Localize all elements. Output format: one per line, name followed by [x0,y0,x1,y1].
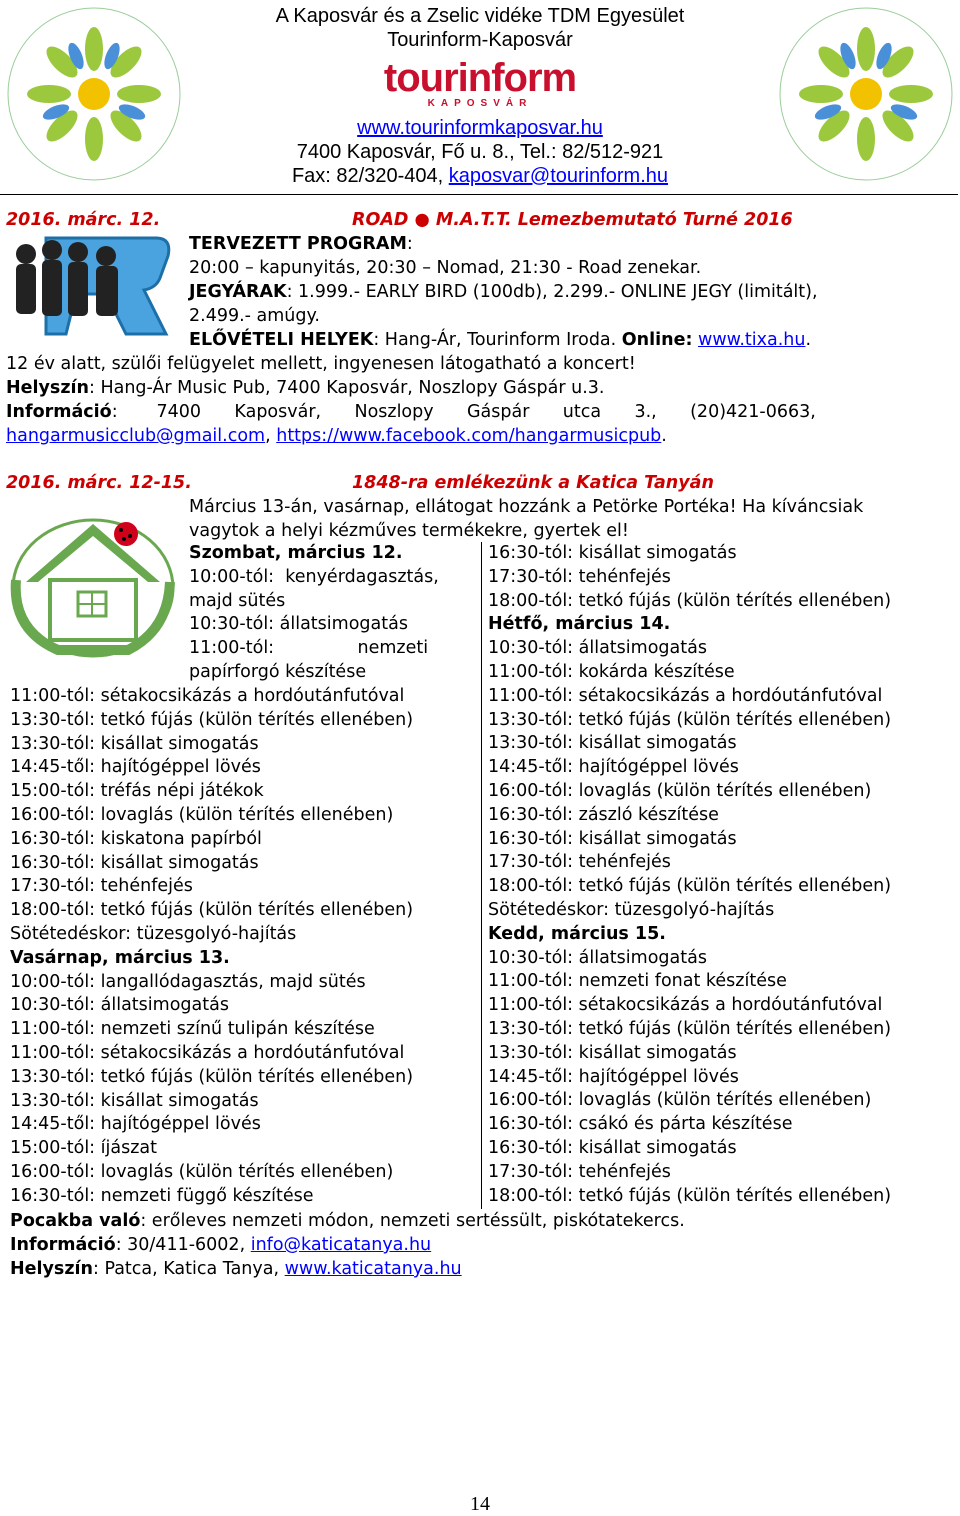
website-link[interactable]: www.tourinformkaposvar.hu [357,117,603,139]
schedule-entry: 16:30-tól: kiskatona papírból [10,828,262,849]
schedule-entry: Kedd, március 15. [488,923,666,944]
schedule-entry: 14:45-től: hajítógéppel lövés [488,757,739,778]
schedule-entry: 13:30-tól: tetkó fújás (külön térítés ellenében) [10,709,414,730]
event1-tickets: JEGYÁRAK: 1.999.- EARLY BIRD (100db), 2.299.- ONLINE JEGY (limitált), [189,282,818,302]
event2-venue: Helyszín: Patca, Katica Tanya, www.katicatanya.hu [10,1259,462,1279]
hangar-facebook-link[interactable]: https://www.facebook.com/hangarmusicpub [276,426,662,446]
event1-date: 2016. márc. 12. [6,210,161,230]
schedule-entry: 13:30-tól: tetkó fújás (külön térítés ellenében) [10,1066,414,1087]
org-subname: Tourinform-Kaposvár [387,29,573,51]
event2-date: 2016. márc. 12-15. [6,473,192,493]
event2-info: Információ: 30/411-6002, info@katicatanya.hu [10,1235,432,1255]
schedule-entry: 15:00-tól: tréfás népi játékok [10,781,264,802]
schedule-entry: 14:45-től: hajítógéppel lövés [10,1114,261,1135]
schedule-entry: 11:00-tól: sétakocsikázás a hordóutánfutóval [488,685,883,706]
schedule-entry: 14:45-től: hajítógéppel lövés [10,757,261,778]
office-email-link[interactable]: kaposvar@tourinform.hu [448,165,669,187]
schedule-entry: 18:00-tól: tetkó fújás (külön térítés ellenében) [10,900,414,921]
office-fax: Fax: 82/320-404, kaposvar@tourinform.hu [291,165,669,187]
left-top-5: papírforgó készítése [189,661,367,682]
schedule-entry: Sötétedéskor: tüzesgolyó-hajítás [10,923,297,944]
schedule-entry: 13:30-tól: tetkó fújás (külön térítés ellenében) [488,709,892,730]
schedule-entry: 16:30-tól: kisállat simogatás [10,852,259,873]
page-header [0,0,960,196]
association-logo-right [776,4,956,184]
schedule-entry: Sötétedéskor: tüzesgolyó-hajítás [488,899,775,920]
event2-schedule-right [488,542,891,1208]
event1-info: Információ: 7400 Kaposvár, Noszlopy Gáspár utca 3., (20)421-0663, [6,402,816,422]
left-top-1: 10:00-tól: kenyérdagasztás, [189,566,439,587]
schedule-entry: 10:30-tól: állatsimogatás [10,995,229,1016]
event2-schedule-left [10,685,413,1209]
schedule-entry: 17:30-tól: tehénfejés [10,876,193,897]
schedule-entry: 16:30-tól: kisállat simogatás [488,543,737,563]
schedule-entry: 11:00-tól: sétakocsikázás a hordóutánfutóval [488,995,883,1016]
event1-venue: Helyszín: Hang-Ár Music Pub, 7400 Kaposvár, Noszlopy Gáspár u.3. [6,378,605,398]
hangar-email-link[interactable]: hangarmusicclub@gmail.com [6,426,266,446]
schedule-entry: 16:30-tól: zászló készítése [488,804,719,825]
event1-contact-links: hangarmusicclub@gmail.com, https://www.facebook.com/hangarmusicpub. [6,426,667,446]
katica-website-link[interactable]: www.katicatanya.hu [284,1259,462,1279]
event1-presale: ELŐVÉTELI HELYEK: Hang-Ár, Tourinform Iroda. Online: www.tixa.hu. [189,330,812,350]
schedule-entry: 13:30-tól: kisállat simogatás [488,733,737,754]
event1-program-line: 20:00 – kapunyitás, 20:30 – Nomad, 21:30 - Road zenekar. [189,258,702,278]
page-number: 14 [470,1493,490,1515]
left-top-4: 11:00-tól: nemzeti [189,638,429,659]
event2-title: 1848-ra emlékezünk a Katica Tanyán [352,473,714,493]
schedule-entry: 13:30-tól: kisállat simogatás [10,733,259,754]
event1-age-note: 12 év alatt, szülői felügyelet mellett, ingyenesen látogatható a koncert! [6,354,636,374]
schedule-entry: 18:00-tól: tetkó fújás (külön térítés ellenében) [488,1185,892,1206]
schedule-entry: 11:00-tól: nemzeti fonat készítése [488,971,787,992]
schedule-entry: 11:00-tól: sétakocsikázás a hordóutánfutóval [10,1042,405,1063]
schedule-entry: 11:00-tól: sétakocsikázás a hordóutánfutóval [10,686,405,706]
road-band-photo [6,232,172,340]
schedule-entry: 16:30-tól: kisállat simogatás [488,1137,737,1158]
schedule-entry: 16:00-tól: lovaglás (külön térítés ellenében) [10,1161,394,1182]
association-logo-left [4,4,184,184]
schedule-entry: 13:30-tól: kisállat simogatás [10,1090,259,1111]
schedule-entry: 18:00-tól: tetkó fújás (külön térítés ellenében) [488,590,892,611]
schedule-entry: 11:00-tól: kokárda készítése [488,661,735,682]
schedule-entry: 17:30-tól: tehénfejés [488,852,671,873]
schedule-entry: 18:00-tól: tetkó fújás (külön térítés ellenében) [488,876,892,897]
katica-email-link[interactable]: info@katicatanya.hu [250,1235,432,1255]
schedule-entry: Hétfő, március 14. [488,614,671,635]
katica-tanya-logo [8,510,178,660]
schedule-entry: 16:00-tól: lovaglás (külön térítés ellenében) [488,1090,872,1111]
tourinform-logo: tourinform KAPOSVÁR [383,56,577,109]
event1-title: ROAD ● M.A.T.T. Lemezbemutató Turné 2016 [352,210,793,230]
office-address: 7400 Kaposvár, Fő u. 8., Tel.: 82/512-921 [296,141,664,163]
event1-tickets-cont: 2.499.- amúgy. [189,306,320,326]
header-divider [0,194,958,195]
event2-intro-cont: vagytok a helyi kézműves termékekre, gyertek el! [189,521,629,541]
tixa-link[interactable]: www.tixa.hu [698,330,806,350]
left-top-0: Szombat, március 12. [189,543,403,563]
event1-program-heading: TERVEZETT PROGRAM: [189,234,413,254]
schedule-entry: 16:00-tól: lovaglás (külön térítés ellenében) [488,780,872,801]
schedule-entry: 13:30-tól: kisállat simogatás [488,1042,737,1063]
schedule-entry: 17:30-tól: tehénfejés [488,1161,671,1182]
org-name: A Kaposvár és a Zselic vidéke TDM Egyesület [275,5,685,27]
schedule-entry: 10:30-tól: állatsimogatás [488,638,707,659]
schedule-entry: 15:00-tól: íjászat [10,1138,157,1159]
schedule-entry: 16:30-tól: kisállat simogatás [488,828,737,849]
event2-food: Pocakba való: erőleves nemzeti módon, nemzeti sertéssült, piskótatekercs. [10,1211,685,1231]
schedule-entry: 16:00-tól: lovaglás (külön térítés ellenében) [10,804,394,825]
schedule-entry: 16:30-tól: csákó és párta készítése [488,1114,793,1135]
event2-intro: Március 13-án, vasárnap, ellátogat hozzánk a Petörke Portéka! Ha kíváncsiak [189,497,864,517]
left-top-3: 10:30-tól: állatsimogatás [189,614,408,635]
schedule-entry: 14:45-től: hajítógéppel lövés [488,1066,739,1087]
schedule-entry: 10:30-tól: állatsimogatás [488,947,707,968]
schedule-entry: 17:30-tól: tehénfejés [488,566,671,587]
schedule-entry: 16:30-tól: nemzeti függő készítése [10,1185,314,1206]
schedule-entry: 13:30-tól: tetkó fújás (külön térítés ellenében) [488,1018,892,1039]
schedule-entry: 11:00-tól: nemzeti színű tulipán készítése [10,1019,375,1040]
schedule-entry: Vasárnap, március 13. [10,947,230,968]
schedule-column-divider [481,542,482,1209]
event2-schedule-left-top [189,542,439,685]
schedule-entry: 10:00-tól: langallódagasztás, majd sütés [10,971,366,992]
left-top-2: majd sütés [189,590,286,611]
